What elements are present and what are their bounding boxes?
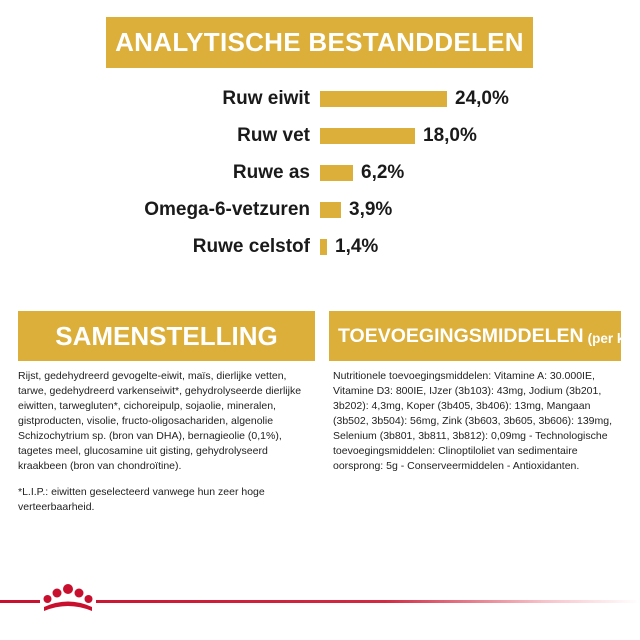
additives-text: Nutritionele toevoegingsmiddelen: Vitamine A: 30.000IE, Vitamine D3: 800IE, IJzer (3b103): 43mg, Jodium (3b201, 3b202): 4,3mg, Koper (3b405, 3b406): 13mg, Mangaan (3b502, 3b504): 56mg, Zink (3b603, 3b605, 3b606): 139mg, Selenium (3b801, 3b811, 3b812): 0,09mg - Technologische toevoegingsmiddelen: Clinoptiloliet van sedimentaire oorsprong: 5g - Conserveermiddelen - Antioxidanten. bbox=[333, 370, 613, 472]
bar-label: Omega-6-vetzuren bbox=[144, 199, 310, 220]
bar-value-label: 18,0% bbox=[423, 125, 477, 146]
bar-label: Ruwe celstof bbox=[192, 236, 310, 257]
additives-title-suffix: (per kg) bbox=[587, 330, 638, 346]
footer-red-line bbox=[0, 600, 640, 603]
composition-title: SAMENSTELLING bbox=[55, 320, 278, 351]
bar-value-label: 1,4% bbox=[335, 236, 379, 257]
lip-footnote: *L.I.P.: eiwitten geselecteerd vanwege hun zeer hoge verteerbaarheid. bbox=[18, 486, 265, 513]
bar-label: Ruw vet bbox=[237, 125, 310, 146]
bar-value-label: 6,2% bbox=[361, 162, 405, 183]
composition-banner bbox=[18, 311, 315, 361]
additives-banner bbox=[329, 311, 638, 361]
analytical-bar-chart bbox=[0, 0, 640, 300]
composition-text: Rijst, gedehydreerd gevogelte-eiwit, maïs, dierlijke vetten, tarwe, gedehydreerd varkenseiwit*, gehydrolyseerde dierlijke eiwitten, tarwegluten*, cichoreipulp, sojaolie, mineralen, gistproducten, visolie, fructo-oligosachariden, algenolie Schizochytrium sp. (bron van DHA), bernagieolie (0,1%), tagetes meel, glucosamine uit gisting, gehydrolyseerd kraakbeen (bron van chondroïtine). bbox=[18, 370, 302, 472]
bar-value-label: 24,0% bbox=[455, 88, 509, 109]
bar-value-label: 3,9% bbox=[349, 199, 393, 220]
bar bbox=[320, 239, 327, 255]
bar bbox=[320, 202, 341, 218]
bar bbox=[320, 165, 353, 181]
bar-label: Ruwe as bbox=[232, 162, 310, 183]
bar bbox=[320, 128, 415, 144]
royal-canin-crown-icon bbox=[40, 583, 96, 613]
bar-label: Ruw eiwit bbox=[222, 88, 310, 109]
page-title: ANALYTISCHE BESTANDDELEN bbox=[115, 27, 524, 57]
bar bbox=[320, 91, 447, 107]
additives-title: TOEVOEGINGSMIDDELEN bbox=[338, 324, 584, 347]
